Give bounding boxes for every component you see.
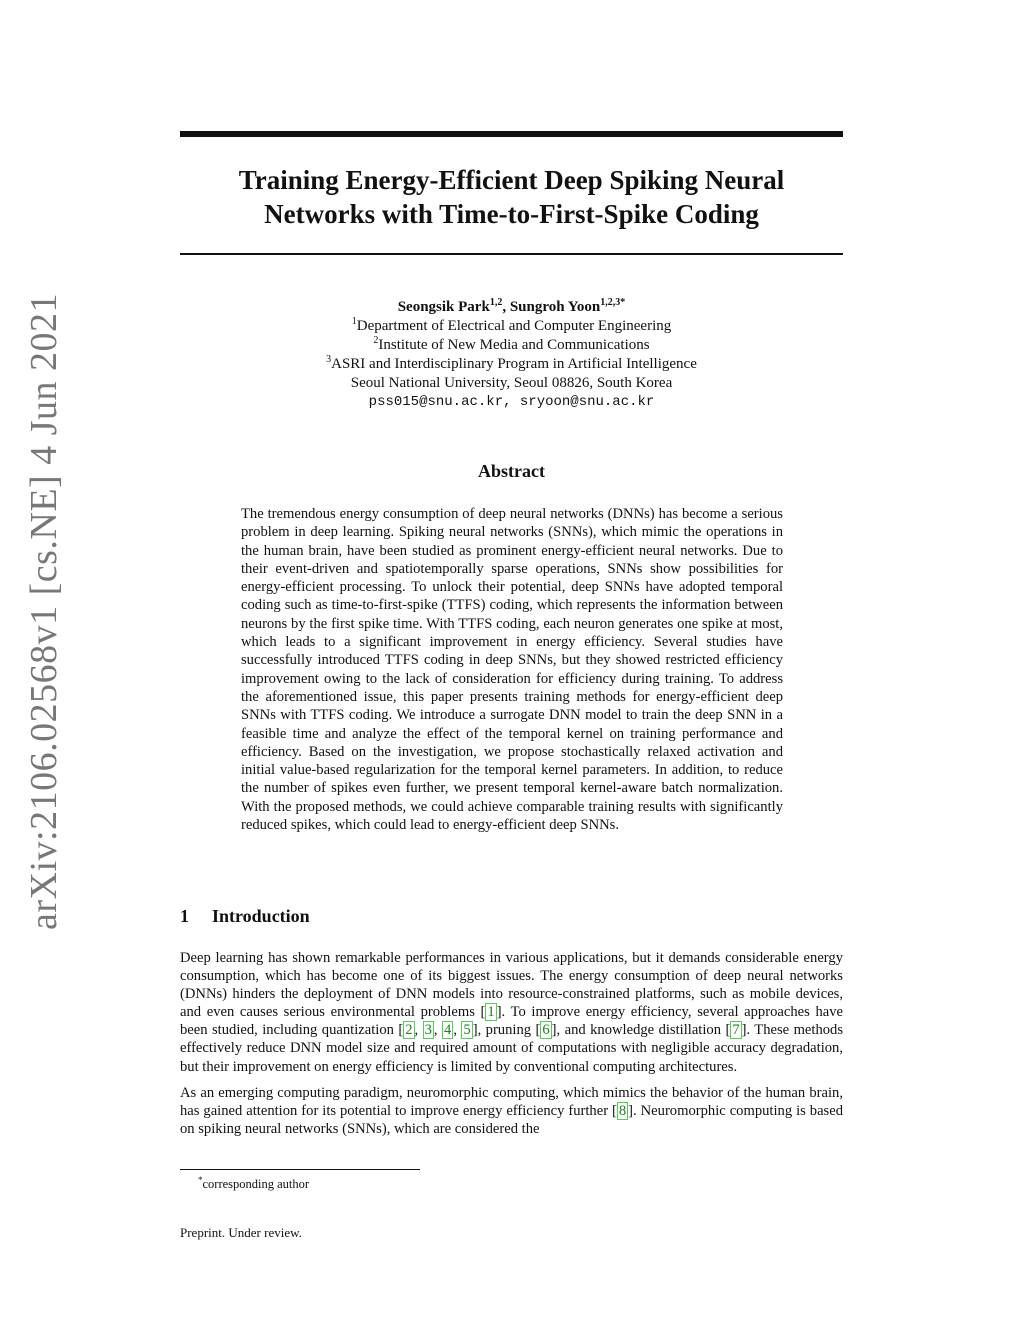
author-block [180,298,843,412]
footnote-text: corresponding author [202,1177,310,1192]
affiliation-2: $^2$Institute of New Media and Communications [373,335,650,353]
affiliation-1: $^1$Department of Electrical and Computer Engineering [351,316,672,334]
title-top-rule [180,131,843,137]
abstract-text: The tremendous energy consumption of deep neural networks (DNNs) has become a serious problem in deep learning. Spiking neural networks (SNNs), which mimic the operations in the human brain, have been studied as prominent energy-efficient neural networks. Due to their event-driven and spatiotemporally sparse operations, SNNs show possibilities for energy-efficient processing. To unlock their potential, deep SNNs have adopted temporal coding such as time-to-first-spike (TTFS) coding, which represents the information between neurons by the first spike time. With TTFS coding, each neuron generates one spike at most, which leads to a significant improvement in energy efficiency. Several studies have successfully introduced TTFS coding in deep SNNs, but they showed restricted efficiency improvement owing to the lack of consideration for efficiency during training. To address the aforementioned issue, this paper presents training methods for energy-efficient deep SNNs with TTFS coding. We introduce a surrogate DNN model to train the deep SNN in a feasible time and analyze the effect of the temporal kernel on training performance and efficiency. Based on the investigation, we propose stochastically relaxed activation and initial value-based regularization for the temporal kernel parameters. In addition, to reduce the number of spikes even further, we present temporal kernel-aware batch normalization. With the proposed methods, we could achieve comparable training results with significantly reduced spikes, which could lead to energy-efficient deep SNNs. [241,506,783,834]
intro-paragraph-2: As an emerging computing paradigm, neuromorphic computing, which mimics the behavior of the human brain, has gained attention for its potential to improve energy efficiency further [ 8 ]. Neuromorphic computing is based on spiking neural networks (SNNs), which are considered the [180,1084,843,1137]
authors [180,298,843,317]
arxiv-stamp: arXiv:2106.02568v1 [cs.NE] 4 Jun 2021 [23,293,65,930]
citation-7[interactable]: 7 [732,1022,740,1039]
introduction-body [180,949,843,1146]
affiliation-3: $^3$ASRI and Interdisciplinary Program in Artificial Intelligence [326,354,697,372]
citation-5[interactable]: 5 [463,1022,471,1039]
author-2-name: Sungroh Yoon [509,299,601,315]
section-heading-introduction [180,906,310,927]
paper-title [180,163,843,231]
intro-paragraph-1: Deep learning has shown remarkable performances in various applications, but it demands considerable energy consumption, which has become one of its biggest issues. The energy consumption of deep neural networks (DNNs) hinders the deployment of DNN models into resource-constrained platforms, such as mobile devices, and even causes serious environmental problems [ 1 ]. To improve energy efficiency, several approaches have been studied, including quantization [ 2 , 3 , 4 , 5 ], pruning [ 6 ], and knowledge distillation [ 7 ]. These methods effectively reduce DNN model size and required amount of computations with negligible accuracy degradation, but their improvement on energy efficiency is limited by conventional computing architectures. [180,950,844,1075]
citation-2[interactable]: 2 [405,1022,413,1039]
citation-4[interactable]: 4 [444,1022,452,1039]
author-emails[interactable]: pss015@snu.ac.kr, sryoon@snu.ac.kr [368,394,655,410]
citation-8[interactable]: 8 [618,1102,627,1119]
author-separator: , [502,299,510,315]
citation-6[interactable]: 6 [542,1022,550,1039]
citation-3[interactable]: 3 [424,1022,432,1039]
abstract-heading: Abstract [478,461,545,481]
footnote-mark: * [198,1175,203,1185]
title-line-1: Training Energy-Efficient Deep Spiking Neural [238,165,785,195]
preprint-notice: Preprint. Under review. [180,1225,302,1240]
author-1-name: Seongsik Park [397,299,490,315]
author-1-affil: 1,2 [489,297,503,308]
title-line-2: Networks with Time-to-First-Spike Coding [264,199,759,229]
footnote [198,1175,309,1192]
author-2-affil: 1,2,3* [600,297,626,308]
university: Seoul National University, Seoul 08826, South Korea [350,375,673,391]
section-number: 1 [180,906,189,926]
title-bottom-rule [180,253,843,255]
section-title: Introduction [212,906,310,926]
footnote-rule [180,1169,420,1170]
citation-1[interactable]: 1 [487,1004,495,1021]
